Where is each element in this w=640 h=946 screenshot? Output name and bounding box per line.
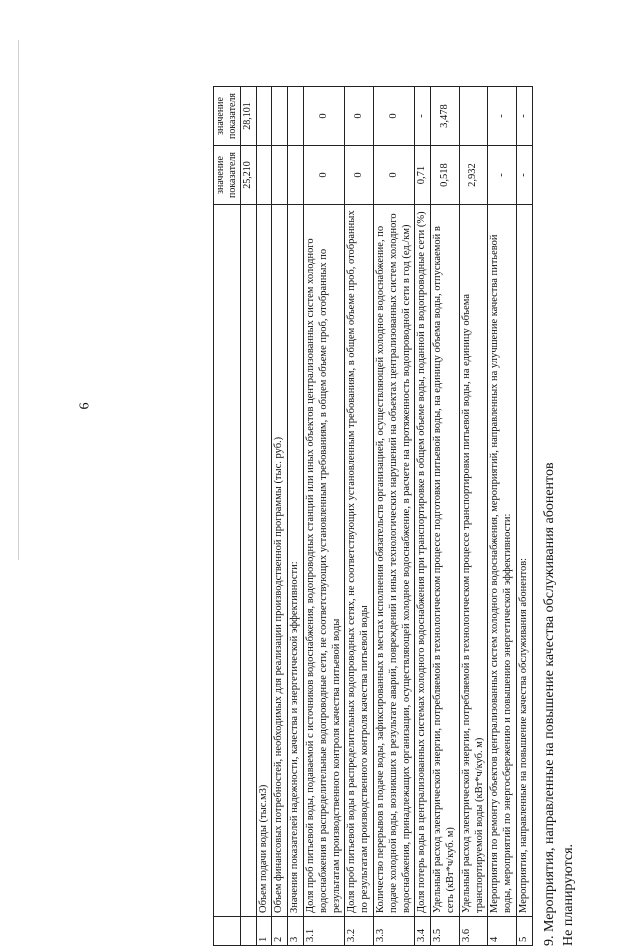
row-number: 2 (272, 917, 288, 946)
row-description: Количество перерывов в подаче воды, зафиксированных в местах исполнения обязательств организацией, осуществляющей холодное водоснабжение, по подаче холодной воды, возникших в результате аварий, повреждений и иных технологических нарушений на объектах централизованных систем холодного водоснабжения, принадлежащих организации, осуществляющей холодное водоснабжение, в расчете на протяженность водопроводной сети в год (ед./км) (373, 205, 414, 917)
row-number: 4 (488, 917, 517, 946)
row-value-2 (256, 87, 272, 146)
row-value-2: 0 (373, 87, 414, 146)
row-number: 3.6 (459, 917, 488, 946)
row-value-1: 2,932 (459, 146, 488, 205)
row-number: 3.1 (303, 917, 344, 946)
row-description: Мероприятия, направленные на повышение качества обслуживания абонентов: (516, 205, 532, 917)
section-9-text: Не планируются. (560, 843, 576, 946)
row-description: Мероприятия по ремонту объектов централизованных систем холодного водоснабжения, мероприятий, направленных на улучшение качества питьевой воды, мероприятий по энергосбережению и повышению энергетической эффективности: (488, 205, 517, 917)
table-row (488, 87, 517, 946)
row-value-2: - (488, 87, 517, 146)
row-description: Значения показателей надежности, качества и энергетической эффективности: (288, 205, 304, 917)
row-number: 3.3 (373, 917, 414, 946)
row-value-1: - (516, 146, 532, 205)
row-value-1: 0,71 (415, 146, 431, 205)
row-value-2: - (415, 87, 431, 146)
row-value-1: - (488, 146, 517, 205)
row-value-2 (459, 87, 488, 146)
table-row (373, 87, 414, 946)
rotated-document (213, 86, 631, 946)
table-row (459, 87, 488, 946)
row-value-1: 0 (373, 146, 414, 205)
row-value-1: 0 (345, 146, 374, 205)
row-description: Доля проб питьевой воды в распределительных водопроводных сетях, не соответствующих установленным требованиям, в общем объеме проб, отобранных по результатам производственного контроля качества питьевой воды (345, 205, 374, 917)
table-row (303, 87, 344, 946)
row-description: Объем подачи воды (тыс.м3) (256, 205, 272, 917)
row-description: Объем финансовых потребностей, необходимых для реализации производственной программы (тыс. руб.) (272, 205, 288, 917)
row-value-2: 3,478 (431, 87, 460, 146)
col-value-2-header: значение показателя (214, 87, 241, 146)
table-row (288, 87, 304, 946)
row-description: Доля проб питьевой воды, подаваемой с источников водоснабжения, водопроводных станций или иных объектов централизованных систем холодного водоснабжения в распределительные водопроводные сети, не соответствующих установленным требованиям, в общем объеме проб, отобранных по результатам производственного контроля качества питьевой воды (303, 205, 344, 917)
col-value-2-total: 28,101 (241, 87, 256, 146)
row-number: 3.5 (431, 917, 460, 946)
row-value-1: 0,518 (431, 146, 460, 205)
row-value-1: 0 (303, 146, 344, 205)
table-row (415, 87, 431, 946)
row-number: 3 (288, 917, 304, 946)
section-9 (541, 86, 579, 946)
row-value-2 (272, 87, 288, 146)
row-value-2 (288, 87, 304, 146)
table-header-row (214, 87, 241, 946)
table-row (256, 87, 272, 946)
row-value-2: 0 (345, 87, 374, 146)
row-number: 3.4 (415, 917, 431, 946)
row-description: Доля потерь воды в централизованных системах холодного водоснабжения при транспортировке в общем объеме воды, поданной в водопроводные сети (%) (415, 205, 431, 917)
row-value-1 (272, 146, 288, 205)
table-row (345, 87, 374, 946)
row-value-2: - (516, 87, 532, 146)
row-number: 1 (256, 917, 272, 946)
row-description: Удельный расход электрической энергии, потребляемой в технологическом процессе транспортировки питьевой воды, на единицу объема транспортируемой воды (кВт*ч/куб. м) (459, 205, 488, 917)
row-value-2: 0 (303, 87, 344, 146)
page-number: 6 (77, 402, 93, 410)
row-value-1 (288, 146, 304, 205)
scan-margin-line (18, 40, 19, 560)
row-number: 5 (516, 917, 532, 946)
row-value-1 (256, 146, 272, 205)
table-row (431, 87, 460, 946)
row-description: Удельный расход электрической энергии, потребляемой в технологическом процессе подготовки питьевой воды, на единицу объема воды, отпускаемой в сеть (кВт*ч/куб. м) (431, 205, 460, 917)
table-row (516, 87, 532, 946)
row-number: 3.2 (345, 917, 374, 946)
col-value-1-header: значение показателя (214, 146, 241, 205)
section-9-title: 9. Мероприятия, направленные на повышение качества обслуживания абонентов (541, 462, 557, 946)
table-row (272, 87, 288, 946)
col-value-1-total: 25,210 (241, 146, 256, 205)
table-subheader-row (241, 87, 256, 946)
program-indicators-table (213, 86, 533, 946)
